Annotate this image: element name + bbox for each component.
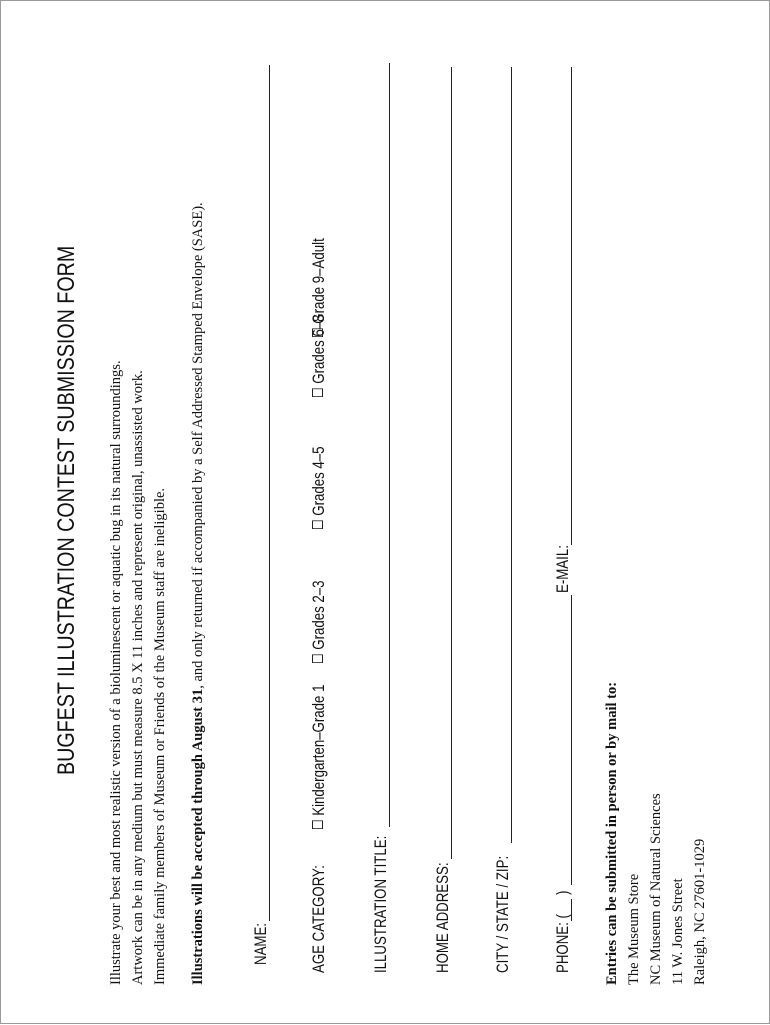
home-address-label: HOME ADDRESS: (433, 862, 452, 973)
mail-heading: Entries can be submitted in person or by mail to: (604, 681, 620, 985)
checkbox-icon[interactable] (312, 388, 323, 397)
home-address-input-line[interactable] (451, 67, 452, 859)
return-note-deadline: Illustrations will be accepted through August 31 (190, 688, 206, 985)
intro-line-1: Illustrate your best and most realistic version of a bioluminescent or aquatic bug in its natural surroundings. (108, 360, 124, 985)
mail-line-2: NC Museum of Natural Sciences (648, 793, 664, 985)
name-label: NAME: (251, 923, 270, 965)
phone-input-line[interactable] (571, 595, 572, 885)
mail-line-3: 11 W. Jones Street (670, 878, 686, 985)
mail-line-1: The Museum Store (626, 873, 642, 985)
age-option-label: Grades 6–8 (309, 314, 328, 384)
checkbox-icon[interactable] (312, 820, 323, 829)
age-option-k1[interactable] (309, 685, 329, 829)
illustration-title-input-line[interactable] (389, 63, 390, 827)
age-option-label: Grades 2–3 (309, 580, 328, 650)
illustration-title-label: ILLUSTRATION TITLE: (371, 835, 390, 973)
age-option-label: Grades 4–5 (309, 446, 328, 516)
phone-label: PHONE: ( (553, 914, 572, 973)
phone-paren: ) (553, 890, 572, 895)
mail-line-4: Raleigh, NC 27601-1029 (692, 838, 708, 985)
email-input-line[interactable] (571, 67, 572, 545)
city-state-zip-label: CITY / STATE / ZIP: (493, 855, 512, 973)
age-option-label: Grade 9–Adult (309, 238, 328, 324)
age-option-9-adult[interactable] (309, 238, 329, 337)
phone-area-code-line[interactable] (571, 899, 572, 921)
form-content (1, 1, 770, 1025)
return-note (187, 202, 209, 985)
form-title: BUGFEST ILLUSTRATION CONTEST SUBMISSION FORM (53, 245, 80, 775)
checkbox-icon[interactable] (312, 520, 323, 529)
age-option-4-5[interactable] (309, 446, 329, 529)
age-option-2-3[interactable] (309, 580, 329, 663)
checkbox-icon[interactable] (312, 654, 323, 663)
checkbox-icon[interactable] (312, 328, 323, 337)
age-option-label: Kindergarten–Grade 1 (309, 684, 328, 816)
age-category-label: AGE CATEGORY: (309, 865, 328, 973)
return-note-rest: , and only returned if accompanied by a Self Addressed Stamped Envelope (SASE). (190, 202, 206, 689)
name-input-line[interactable] (269, 65, 270, 921)
city-state-zip-input-line[interactable] (511, 67, 512, 843)
intro-line-3: Immediate family members of Museum or Friends of the Museum staff are ineligible. (152, 487, 168, 985)
intro-line-2: Artwork can be in any medium but must measure 8.5 X 11 inches and represent original, unassisted work. (130, 370, 146, 985)
email-label: E-MAIL: (553, 545, 572, 593)
